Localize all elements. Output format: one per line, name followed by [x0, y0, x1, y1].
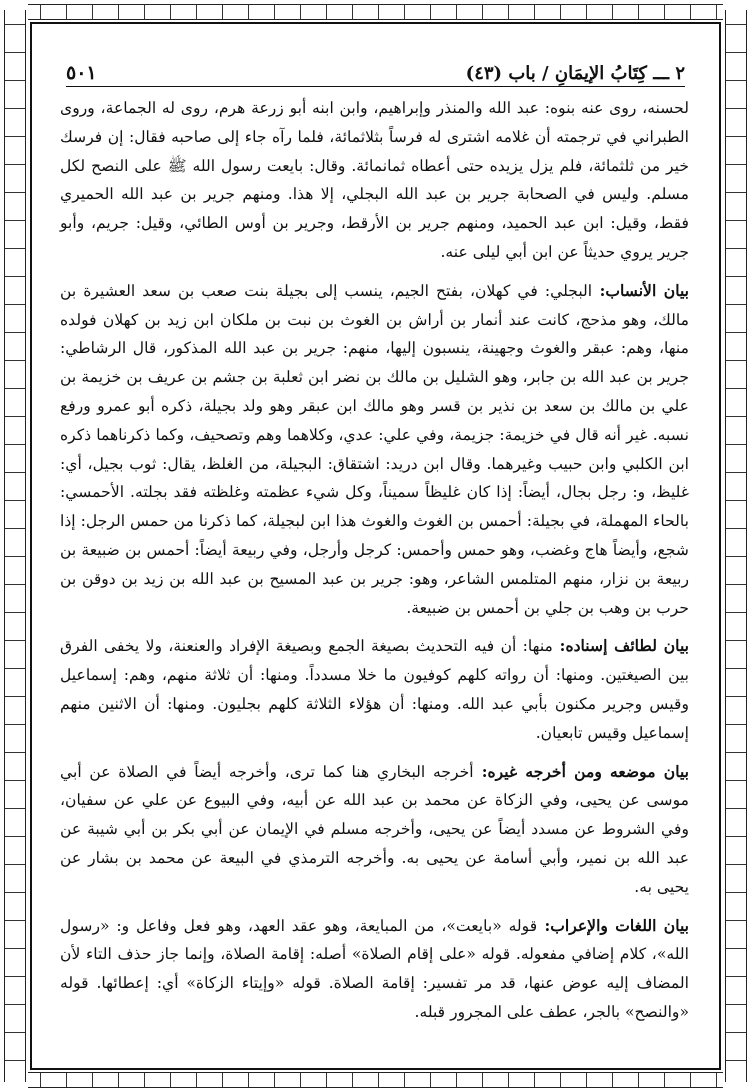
paragraph-heading: بيان لطائف إسناده: [552, 636, 689, 656]
paragraph-text: قوله «بايعت»، من المبايعة، وهو عقد العهد، وهو فعل وفاعل و: «رسول الله»، كلام إضافي مفعوله. قوله «على إقام الصلاة» أصله: إقامة الصلاة، وإنما جاز حذف التاء لأن المضاف إليه عوض عنها، قد مر تفسير: إقامة الصلاة. قوله «وإيتاء الزكاة» أي: إعطائها. قوله «والنصح» بالجر، عطف على المجرور قبله. [60, 916, 689, 1021]
page-number: ٥٠١ [66, 62, 97, 84]
paragraph-text: لحسنه، روى عنه بنوه: عبد الله والمنذر وإبراهيم، وابن ابنه أبو زرعة هرم، روى له الجماعة، وروى الطبراني في ترجمته أن غلامه اشترى له فرساً بثلاثمائة، فلما رآه جاء إلى صاحبه فقال: إن فرسك خير من ثلثمائة، فلم يزل يزيده حتى أعطاه ثمانمائة. وقال: بايعت رسول الله ﷺ على النصح لكل مسلم. وليس في الصحابة جرير بن عبد الله البجلي، إلا هذا. ومنهم جرير بن عبد الله الحميري فقط، وقيل: ابن عبد الحميد، ومنهم جرير بن الأرقط، وجرير بن أوس الطائي، وقيل: جريم، وأبو جرير يروي حديثاً عن ابن أبي ليلى عنه. [60, 99, 689, 261]
running-head: ٢ ـــ كِتَابُ الإيمَانِ / باب (٤٣) [465, 62, 685, 84]
ornamental-border-right [725, 10, 747, 1082]
ornamental-border-bottom [28, 1072, 723, 1088]
paragraph-biography [60, 94, 689, 267]
paragraph-text: البجلي: في كهلان، بفتح الجيم، ينسب إلى بجيلة بنت صعب بن سعد العشيرة بن مالك، وهو مذحج، كانت عند أنمار بن أراش بن الغوث بن نبت بن ملكان ابن زيد بن كهلان فولده منها، وهم: عبقر والغوث وجهينة، ينسبون إليها، منهم: جرير بن عبد الله المذكور، قال الرشاطي: جرير بن عبد الله بن جابر، وهو الشليل بن مالك بن نضر ابن ثعلبة بن جشم بن عريف بن خزيمة بن علي بن مالك بن سعد بن نذير بن قسر وهو مالك ابن عبقر وهو ولد بجيلة، ذكره أبو عمرو ورفع نسبه. غير أنه قال في خزيمة: جزيمة، وفي علي: عدي، وكلاهما وهم وتصحيف، وكما ذكرناهما ذكره ابن الكلبي وابن حبيب وغيرهما. وقال ابن دريد: اشتقاق: البجيلة، من الغلظ، يقال: ثوب بجيل، أي: غليظ، و: رجل بجال، أيضاً: إذا كان غليظاً سميناً، وكل شيء عظمته وغلظته فقد بجلته. الأحمسي: بالحاء المهملة، في بجيلة: أحمس بن الغوث والغوث هذا ابن لبجيلة، كما ذكرنا من حمس الرجل: إذا شجع، وأيضاً هاج وغضب، وهو حمس وأحمس: كرجل وأرجل، وفي ربيعة أيضاً: أحمس بن ضبيعة بن ربيعة بن نزار، منهم المتلمس الشاعر، وهو: جرير بن عبد المسيح بن عبد الله بن زيد بن دوقن بن حرب بن وهب بن جلي بن أحمس بن ضبيعة. [60, 281, 689, 617]
paragraph-heading: بيان اللغات والإعراب: [537, 915, 689, 935]
ornamental-border-left [4, 10, 26, 1082]
paragraph-text: أخرجه البخاري هنا كما ترى، وأخرجه أيضاً في الصلاة عن أبي موسى عن يحيى، وفي الزكاة عن محمد بن عبد الله عن أبيه، وفي البيوع عن علي عن سفيان، وفي الشروط عن مسدد أيضاً عن يحيى، وأخرجه مسلم في الإيمان عن أبي بكر بن أبي شيبة عن عبد الله بن نمير، وأبي أسامة عن يحيى به. وأخرجه الترمذي في البيعة عن محمد بن بشار عن يحيى به. [60, 762, 689, 896]
paragraph-sources [60, 758, 689, 902]
page-header [66, 60, 685, 87]
ornamental-border-top [28, 4, 723, 20]
paragraph-heading: بيان الأنساب: [592, 280, 689, 300]
paragraph-text: منها: أن فيه التحديث بصيغة الجمع وبصيغة الإفراد والعنعنة، ولا يخفى الفرق بين الصيغتين. ومنها: أن رواته كلهم كوفيون ما خلا مسدداً. ومنها: أن ثلاثة منهم، وهم: إسماعيل وقيس وجرير مكنون بأبي عبد الله. ومنها: أن هؤلاء الثلاثة كلهم بجليون. ومنها: أن الاثنين منهم إسماعيل وقيس تابعيان. [60, 637, 689, 742]
paragraph-genealogy [60, 277, 689, 623]
paragraph-isnad-subtleties [60, 632, 689, 747]
paragraph-grammar [60, 912, 689, 1027]
page-body [60, 94, 689, 1060]
paragraph-heading: بيان موضعه ومن أخرجه غيره: [473, 761, 689, 781]
